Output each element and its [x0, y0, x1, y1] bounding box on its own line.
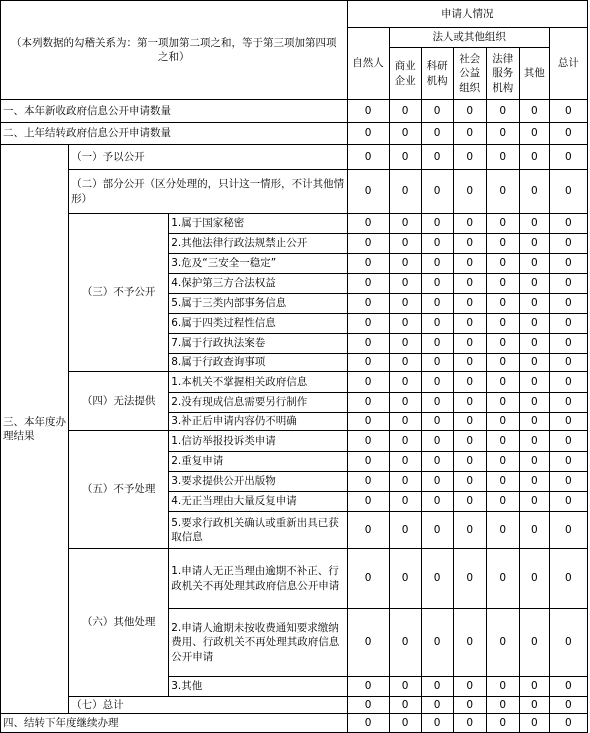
- value-cell: 0: [519, 609, 549, 677]
- value-cell: 0: [486, 472, 519, 492]
- value-cell: 0: [519, 314, 549, 334]
- header-col-public-welfare: 社会公益组织: [453, 48, 486, 100]
- value-cell: 0: [519, 492, 549, 512]
- value-cell: 0: [421, 254, 453, 274]
- value-cell: 0: [389, 354, 421, 372]
- header-note: （本列数据的勾稽关系为：第一项加第二项之和，等于第三项加第四项之和）: [1, 1, 348, 100]
- value-cell: 0: [549, 472, 587, 492]
- value-cell: 0: [486, 372, 519, 393]
- value-cell: 0: [453, 145, 486, 170]
- table-row: [1, 214, 588, 234]
- item-label: 3.其他: [169, 677, 347, 697]
- value-cell: 0: [389, 254, 421, 274]
- value-cell: 0: [519, 334, 549, 354]
- value-cell: 0: [486, 677, 519, 697]
- value-cell: 0: [347, 472, 389, 492]
- value-cell: 0: [389, 714, 421, 733]
- value-cell: 0: [453, 294, 486, 314]
- value-cell: 0: [389, 472, 421, 492]
- header-col-business: 商业企业: [389, 48, 421, 100]
- value-cell: 0: [549, 234, 587, 254]
- value-cell: 0: [389, 549, 421, 609]
- value-cell: 0: [549, 294, 587, 314]
- value-cell: 0: [453, 214, 486, 234]
- item-label: 2.重复申请: [169, 452, 347, 472]
- value-cell: 0: [549, 314, 587, 334]
- value-cell: 0: [347, 697, 389, 714]
- value-cell: 0: [519, 354, 549, 372]
- value-cell: 0: [453, 100, 486, 123]
- value-cell: 0: [549, 677, 587, 697]
- value-cell: 0: [389, 512, 421, 549]
- value-cell: 0: [389, 452, 421, 472]
- header-legal-group: 法人或其他组织: [389, 28, 549, 48]
- value-cell: 0: [453, 452, 486, 472]
- row-new-requests-label: 一、本年新收政府信息公开申请数量: [1, 100, 348, 123]
- value-cell: 0: [486, 170, 519, 214]
- value-cell: 0: [347, 334, 389, 354]
- value-cell: 0: [519, 512, 549, 549]
- group-label: （七）总计: [69, 697, 347, 714]
- value-cell: 0: [519, 393, 549, 413]
- value-cell: 0: [549, 214, 587, 234]
- value-cell: 0: [519, 472, 549, 492]
- value-cell: 0: [421, 492, 453, 512]
- value-cell: 0: [486, 492, 519, 512]
- value-cell: 0: [421, 314, 453, 334]
- item-label: 5.要求行政机关确认或重新出具已获取信息: [169, 512, 347, 549]
- value-cell: 0: [453, 314, 486, 334]
- value-cell: 0: [486, 214, 519, 234]
- value-cell: 0: [519, 145, 549, 170]
- value-cell: 0: [519, 431, 549, 452]
- value-cell: 0: [549, 170, 587, 214]
- item-label: 2.申请人逾期未按收费通知要求缴纳费用、行政机关不再处理其政府信息公开申请: [169, 609, 347, 677]
- value-cell: 0: [421, 100, 453, 123]
- value-cell: 0: [421, 145, 453, 170]
- value-cell: 0: [453, 334, 486, 354]
- value-cell: 0: [486, 413, 519, 431]
- value-cell: 0: [549, 393, 587, 413]
- table-row: [1, 714, 588, 733]
- value-cell: 0: [389, 492, 421, 512]
- value-cell: 0: [389, 274, 421, 294]
- value-cell: 0: [453, 254, 486, 274]
- table-row: [1, 372, 588, 393]
- value-cell: 0: [421, 677, 453, 697]
- value-cell: 0: [453, 549, 486, 609]
- item-label: 6.属于四类过程性信息: [169, 314, 347, 334]
- value-cell: 0: [453, 413, 486, 431]
- value-cell: 0: [421, 512, 453, 549]
- value-cell: 0: [389, 677, 421, 697]
- value-cell: 0: [486, 100, 519, 123]
- value-cell: 0: [421, 334, 453, 354]
- item-label: 3.补正后申请内容仍不明确: [169, 413, 347, 431]
- value-cell: 0: [389, 393, 421, 413]
- value-cell: 0: [519, 452, 549, 472]
- value-cell: 0: [347, 512, 389, 549]
- value-cell: 0: [549, 413, 587, 431]
- value-cell: 0: [519, 549, 549, 609]
- value-cell: 0: [486, 609, 519, 677]
- item-label: 5.属于三类内部事务信息: [169, 294, 347, 314]
- table-row: [1, 123, 588, 145]
- value-cell: 0: [347, 234, 389, 254]
- item-label: 4.保护第三方合法权益: [169, 274, 347, 294]
- value-cell: 0: [486, 714, 519, 733]
- value-cell: 0: [347, 214, 389, 234]
- value-cell: 0: [389, 372, 421, 393]
- value-cell: 0: [421, 413, 453, 431]
- value-cell: 0: [519, 294, 549, 314]
- item-label: 1.信访举报投诉类申请: [169, 431, 347, 452]
- value-cell: 0: [453, 431, 486, 452]
- value-cell: 0: [519, 214, 549, 234]
- value-cell: 0: [347, 714, 389, 733]
- value-cell: 0: [421, 274, 453, 294]
- value-cell: 0: [389, 294, 421, 314]
- section-results-label: 三、本年度办理结果: [1, 145, 69, 714]
- value-cell: 0: [486, 549, 519, 609]
- value-cell: 0: [519, 372, 549, 393]
- value-cell: 0: [389, 314, 421, 334]
- value-cell: 0: [421, 393, 453, 413]
- value-cell: 0: [453, 274, 486, 294]
- table-row: [1, 170, 588, 214]
- value-cell: 0: [421, 354, 453, 372]
- value-cell: 0: [486, 431, 519, 452]
- group-label: （二）部分公开（区分处理的，只计这一情形，不计其他情形）: [69, 170, 347, 214]
- value-cell: 0: [549, 714, 587, 733]
- header-col-research: 科研机构: [421, 48, 453, 100]
- value-cell: 0: [347, 123, 389, 145]
- value-cell: 0: [519, 274, 549, 294]
- value-cell: 0: [486, 123, 519, 145]
- value-cell: 0: [347, 677, 389, 697]
- value-cell: 0: [347, 314, 389, 334]
- row-carried-over-label: 二、上年结转政府信息公开申请数量: [1, 123, 348, 145]
- group-label: （四）无法提供: [69, 372, 169, 431]
- value-cell: 0: [421, 472, 453, 492]
- value-cell: 0: [519, 697, 549, 714]
- table-row: [1, 549, 588, 609]
- header-col-legal-service: 法律服务机构: [486, 48, 519, 100]
- table-row: [1, 100, 588, 123]
- value-cell: 0: [549, 354, 587, 372]
- group-label: （一）予以公开: [69, 145, 347, 170]
- value-cell: 0: [453, 492, 486, 512]
- value-cell: 0: [486, 234, 519, 254]
- value-cell: 0: [347, 254, 389, 274]
- header-natural-person: 自然人: [347, 28, 389, 100]
- value-cell: 0: [347, 431, 389, 452]
- value-cell: 0: [486, 294, 519, 314]
- value-cell: 0: [347, 492, 389, 512]
- value-cell: 0: [549, 145, 587, 170]
- value-cell: 0: [347, 145, 389, 170]
- value-cell: 0: [389, 431, 421, 452]
- value-cell: 0: [389, 170, 421, 214]
- value-cell: 0: [421, 609, 453, 677]
- value-cell: 0: [347, 452, 389, 472]
- value-cell: 0: [453, 234, 486, 254]
- value-cell: 0: [519, 234, 549, 254]
- value-cell: 0: [453, 393, 486, 413]
- value-cell: 0: [389, 413, 421, 431]
- value-cell: 0: [347, 170, 389, 214]
- value-cell: 0: [421, 431, 453, 452]
- value-cell: 0: [549, 254, 587, 274]
- value-cell: 0: [421, 452, 453, 472]
- value-cell: 0: [347, 372, 389, 393]
- value-cell: 0: [347, 100, 389, 123]
- value-cell: 0: [486, 354, 519, 372]
- value-cell: 0: [453, 512, 486, 549]
- row-carry-forward-label: 四、结转下年度继续办理: [1, 714, 348, 733]
- value-cell: 0: [453, 354, 486, 372]
- value-cell: 0: [549, 372, 587, 393]
- value-cell: 0: [486, 393, 519, 413]
- header-total: 总计: [549, 28, 587, 100]
- value-cell: 0: [453, 170, 486, 214]
- item-label: 1.申请人无正当理由逾期不补正、行政机关不再处理其政府信息公开申请: [169, 549, 347, 609]
- value-cell: 0: [389, 334, 421, 354]
- value-cell: 0: [486, 512, 519, 549]
- value-cell: 0: [549, 697, 587, 714]
- value-cell: 0: [421, 234, 453, 254]
- item-label: 2.没有现成信息需要另行制作: [169, 393, 347, 413]
- item-label: 8.属于行政查询事项: [169, 354, 347, 372]
- value-cell: 0: [486, 697, 519, 714]
- value-cell: 0: [347, 609, 389, 677]
- value-cell: 0: [421, 697, 453, 714]
- value-cell: 0: [549, 452, 587, 472]
- header-col-other: 其他: [519, 48, 549, 100]
- value-cell: 0: [549, 492, 587, 512]
- value-cell: 0: [347, 274, 389, 294]
- value-cell: 0: [453, 697, 486, 714]
- item-label: 4.无正当理由大量反复申请: [169, 492, 347, 512]
- value-cell: 0: [421, 714, 453, 733]
- value-cell: 0: [519, 413, 549, 431]
- value-cell: 0: [421, 214, 453, 234]
- item-label: 3.要求提供公开出版物: [169, 472, 347, 492]
- value-cell: 0: [389, 609, 421, 677]
- value-cell: 0: [453, 123, 486, 145]
- value-cell: 0: [519, 677, 549, 697]
- group-label: （三）不予公开: [69, 214, 169, 372]
- value-cell: 0: [486, 145, 519, 170]
- table-row: [1, 145, 588, 170]
- value-cell: 0: [453, 714, 486, 733]
- value-cell: 0: [421, 549, 453, 609]
- value-cell: 0: [519, 170, 549, 214]
- value-cell: 0: [453, 372, 486, 393]
- value-cell: 0: [347, 294, 389, 314]
- table-row: [1, 697, 588, 714]
- value-cell: 0: [389, 100, 421, 123]
- value-cell: 0: [389, 697, 421, 714]
- header-applicant-group: 申请人情况: [347, 1, 587, 28]
- value-cell: 0: [389, 214, 421, 234]
- value-cell: 0: [453, 609, 486, 677]
- value-cell: 0: [549, 609, 587, 677]
- value-cell: 0: [549, 274, 587, 294]
- value-cell: 0: [389, 145, 421, 170]
- value-cell: 0: [486, 452, 519, 472]
- value-cell: 0: [347, 354, 389, 372]
- group-label: （五）不予处理: [69, 431, 169, 549]
- value-cell: 0: [347, 393, 389, 413]
- value-cell: 0: [549, 123, 587, 145]
- value-cell: 0: [347, 549, 389, 609]
- table-row: [1, 431, 588, 452]
- value-cell: 0: [389, 234, 421, 254]
- value-cell: 0: [549, 100, 587, 123]
- item-label: 2.其他法律行政法规禁止公开: [169, 234, 347, 254]
- value-cell: 0: [421, 294, 453, 314]
- value-cell: 0: [486, 314, 519, 334]
- value-cell: 0: [421, 123, 453, 145]
- value-cell: 0: [389, 123, 421, 145]
- value-cell: 0: [486, 334, 519, 354]
- value-cell: 0: [486, 254, 519, 274]
- value-cell: 0: [421, 170, 453, 214]
- value-cell: 0: [519, 123, 549, 145]
- item-label: 7.属于行政执法案卷: [169, 334, 347, 354]
- group-label: （六）其他处理: [69, 549, 169, 697]
- value-cell: 0: [549, 549, 587, 609]
- value-cell: 0: [347, 413, 389, 431]
- value-cell: 0: [486, 274, 519, 294]
- value-cell: 0: [453, 677, 486, 697]
- value-cell: 0: [453, 472, 486, 492]
- value-cell: 0: [519, 254, 549, 274]
- value-cell: 0: [549, 334, 587, 354]
- value-cell: 0: [549, 431, 587, 452]
- item-label: 3.危及“三安全一稳定”: [169, 254, 347, 274]
- value-cell: 0: [549, 512, 587, 549]
- value-cell: 0: [421, 372, 453, 393]
- item-label: 1.本机关不掌握相关政府信息: [169, 372, 347, 393]
- item-label: 1.属于国家秘密: [169, 214, 347, 234]
- value-cell: 0: [519, 100, 549, 123]
- value-cell: 0: [519, 714, 549, 733]
